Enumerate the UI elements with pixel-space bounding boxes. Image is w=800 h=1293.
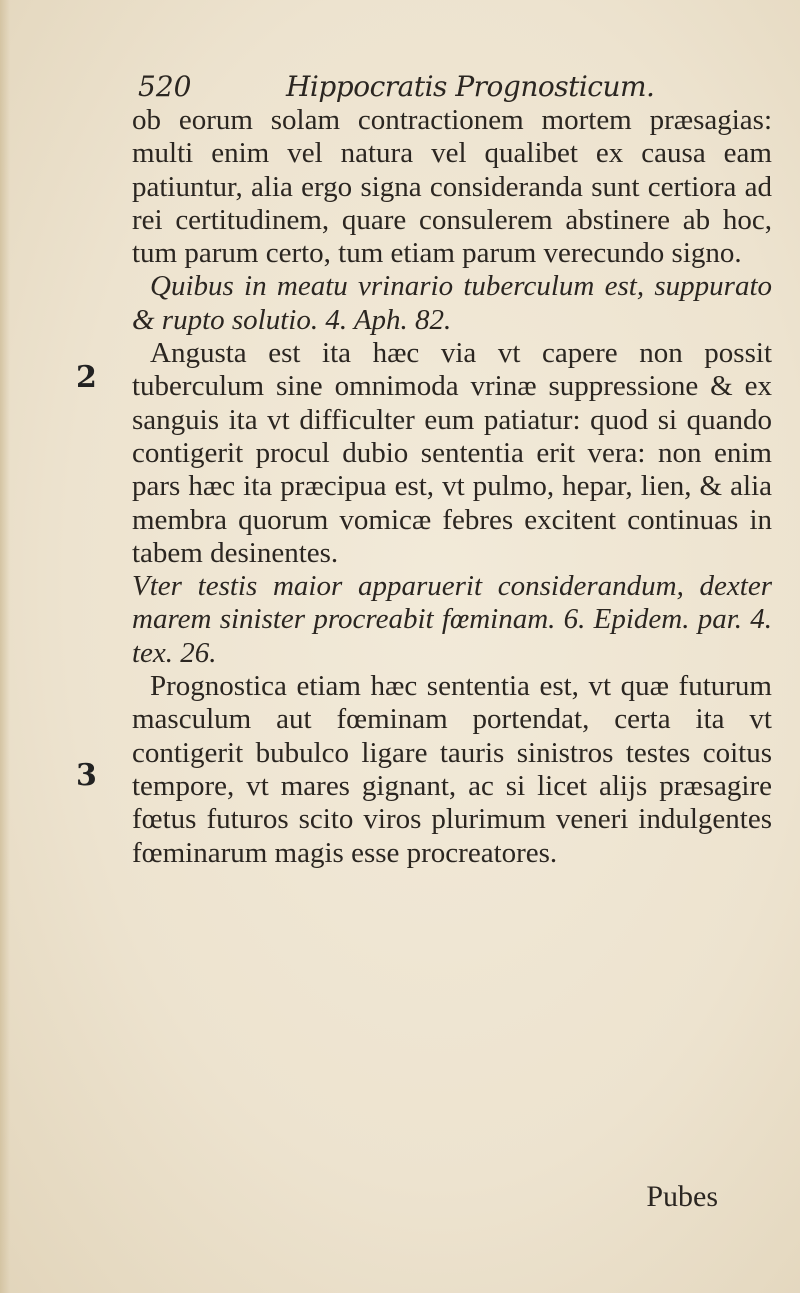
margin-number-3: 3 [76, 758, 97, 793]
aphorism-3: Vter testis maior apparuerit considerandum, dexter marem sinister procreabit fœminam. 6. Epidem. par. 4. tex. 26. [132, 570, 772, 669]
body-text [132, 104, 772, 870]
paragraph-commentary-1: ob eorum solam contractionem mortem præsagias: multi enim vel natura vel qualibet ex causa eam patiuntur, alia ergo signa consideranda sunt certiora ad rei certitudinem, quare consulerem abstinere ab hoc, tum parum certo, tum etiam parum verecundo signo. [132, 104, 772, 270]
aphorism-2: Quibus in meatu vrinario tuberculum est, suppurato & rupto solutio. 4. Aph. 82. [132, 270, 772, 336]
page-edge-shadow [0, 0, 10, 1293]
running-head: Hippocratis Prognosticum. [286, 70, 655, 103]
margin-number-2: 2 [76, 360, 97, 395]
catchword: Pubes [646, 1180, 718, 1213]
page-number: 520 [138, 70, 192, 103]
paragraph-commentary-2: Angusta est ita hæc via vt capere non possit tuberculum sine omnimoda vrinæ suppressione & ex sanguis ita vt difficulter eum patiatur: quod si quando contigerit procul dubio sententia erit vera: non enim pars hæc ita præcipua est, vt pulmo, hepar, lien, & alia membra quorum vomicæ febres excitent continuas in tabem desinentes. [132, 337, 772, 569]
paragraph-commentary-3: Prognostica etiam hæc sententia est, vt quæ futurum masculum aut fœminam portendat, certa ita vt contigerit bubulco ligare tauris sinistros testes coitus tempore, vt mares gignant, ac si licet alijs præsagire fœtus futuros scito viros plurimum veneri indulgentes fœminarum magis esse procreatores. [132, 670, 772, 869]
